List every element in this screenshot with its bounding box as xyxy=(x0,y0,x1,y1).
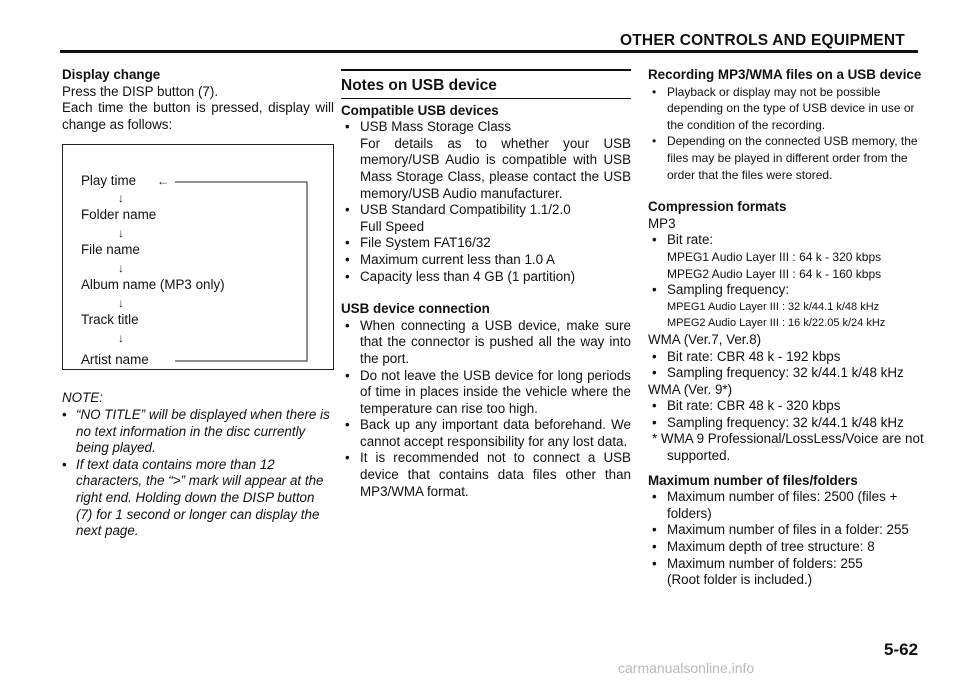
display-change-heading: Display change xyxy=(62,67,161,82)
mp3-bitrate-line: MPEG1 Audio Layer III : 64 k - 320 kbps xyxy=(667,249,882,264)
note-item: • If text data contains more than 12 characters, the “>” mark will appear at the right end. Holding down the DISP button (7) for 1 second or longer can display the next page. xyxy=(62,457,334,540)
usb-title-box xyxy=(341,69,631,99)
note-block xyxy=(62,390,334,539)
connection-item: • Do not leave the USB device for long periods of time in places inside the vehicle where the temperature can rise too high. xyxy=(341,368,631,418)
down-arrow-icon: ↓ xyxy=(118,331,124,346)
compatible-item-label: USB Mass Storage Class xyxy=(360,119,512,135)
display-flow-box xyxy=(62,144,334,370)
connection-heading: USB device connection xyxy=(341,301,490,317)
usb-section-title: Notes on USB device xyxy=(341,77,497,94)
compatible-item: • Capacity less than 4 GB (1 partition) xyxy=(341,269,631,286)
maximum-item: • Maximum number of files in a folder: 255 xyxy=(648,522,926,539)
maximum-note: (Root folder is included.) xyxy=(667,572,813,588)
mp3-label: MP3 xyxy=(648,215,676,231)
mp3-bitrate-line: MPEG2 Audio Layer III : 64 k - 160 kbps xyxy=(667,266,882,281)
down-arrow-icon: ↓ xyxy=(118,226,124,241)
mp3-bitrate-item xyxy=(648,232,926,282)
mp3-sampling-item xyxy=(648,282,926,332)
column-formats xyxy=(648,67,926,589)
flow-item-artist-name: Artist name xyxy=(81,352,149,368)
wma-item: • Bit rate: CBR 48 k - 192 kbps xyxy=(648,349,926,366)
note-item: • “NO TITLE” will be displayed when there is no text information in the disc currently being played. xyxy=(62,407,334,457)
mp3-bitrate-label: Bit rate: xyxy=(667,232,714,248)
compatible-item-detail: Full Speed xyxy=(360,218,425,234)
recording-heading: Recording MP3/WMA files on a USB device xyxy=(648,67,922,82)
recording-item: • Playback or display may not be possible depending on the type of USB device in use or the condition of the recording. xyxy=(648,84,926,134)
compatible-heading: Compatible USB devices xyxy=(341,102,499,118)
display-change-line1: Press the DISP button (7). xyxy=(62,83,219,99)
flow-item-play-time: Play time xyxy=(81,173,137,189)
maximum-heading: Maximum number of files/folders xyxy=(648,472,858,488)
page-number: 5-62 xyxy=(884,640,919,659)
compatible-item-detail: For details as to whether your USB memory/USB Audio is compatible with USB Mass Storage Class, please contact the USB memory/USB Audio manufacturer. xyxy=(360,135,631,201)
wma9-label: WMA (Ver. 9*) xyxy=(648,381,733,397)
watermark: carmanualsonline.info xyxy=(618,660,755,676)
flow-item-file-name: File name xyxy=(81,242,140,258)
compression-heading: Compression formats xyxy=(648,199,787,215)
column-display-change xyxy=(62,67,334,540)
down-arrow-icon: ↓ xyxy=(118,191,124,206)
flow-item-folder-name: Folder name xyxy=(81,207,157,223)
wma-label: WMA (Ver.7, Ver.8) xyxy=(648,331,762,347)
flow-item-album-name: Album name (MP3 only) xyxy=(81,277,225,293)
down-arrow-icon: ↓ xyxy=(118,261,124,276)
display-change-line2: Each time the button is pressed, display will change as follows: xyxy=(62,100,334,132)
compatible-item: • Maximum current less than 1.0 A xyxy=(341,252,631,269)
return-arrow-icon: ← xyxy=(157,174,169,189)
header-rule xyxy=(60,50,918,53)
mp3-sampling-label: Sampling frequency: xyxy=(667,282,790,298)
wma9-item: • Bit rate: CBR 48 k - 320 kbps xyxy=(648,398,926,415)
compatible-item xyxy=(341,119,631,202)
page-header-title: OTHER CONTROLS AND EQUIPMENT xyxy=(620,32,905,49)
compatible-item xyxy=(341,202,631,235)
connection-item: • It is recommended not to connect a USB device that contains data files other than MP3/WMA format. xyxy=(341,450,631,500)
connection-item: • Back up any important data beforehand. We cannot accept responsibility for any lost data. xyxy=(341,417,631,450)
maximum-item: • Maximum depth of tree structure: 8 xyxy=(648,539,926,556)
flow-item-track-title: Track title xyxy=(81,312,139,328)
maximum-item: • Maximum number of files: 2500 (files + folders) xyxy=(648,489,926,522)
note-heading: NOTE: xyxy=(62,390,103,406)
recording-item: • Depending on the connected USB memory, the files may be played in different order from the order that the files were stored. xyxy=(648,133,926,183)
column-usb-notes xyxy=(341,67,631,500)
wma-item: • Sampling frequency: 32 k/44.1 k/48 kHz xyxy=(648,365,926,382)
wma9-item: • Sampling frequency: 32 k/44.1 k/48 kHz xyxy=(648,415,926,432)
compatible-item: • File System FAT16/32 xyxy=(341,235,631,252)
mp3-sampling-line: MPEG1 Audio Layer III : 32 k/44.1 k/48 kHz xyxy=(667,300,880,313)
connection-item: • When connecting a USB device, make sure that the connector is pushed all the way into the port. xyxy=(341,318,631,368)
maximum-item: • Maximum number of folders: 255 xyxy=(648,556,926,573)
compatible-item-label: USB Standard Compatibility 1.1/2.0 xyxy=(360,202,571,218)
down-arrow-icon: ↓ xyxy=(118,296,124,311)
wma-footnote: * WMA 9 Professional/LossLess/Voice are not supported. xyxy=(652,431,924,464)
mp3-sampling-line: MPEG2 Audio Layer III : 16 k/22.05 k/24 kHz xyxy=(667,317,886,330)
